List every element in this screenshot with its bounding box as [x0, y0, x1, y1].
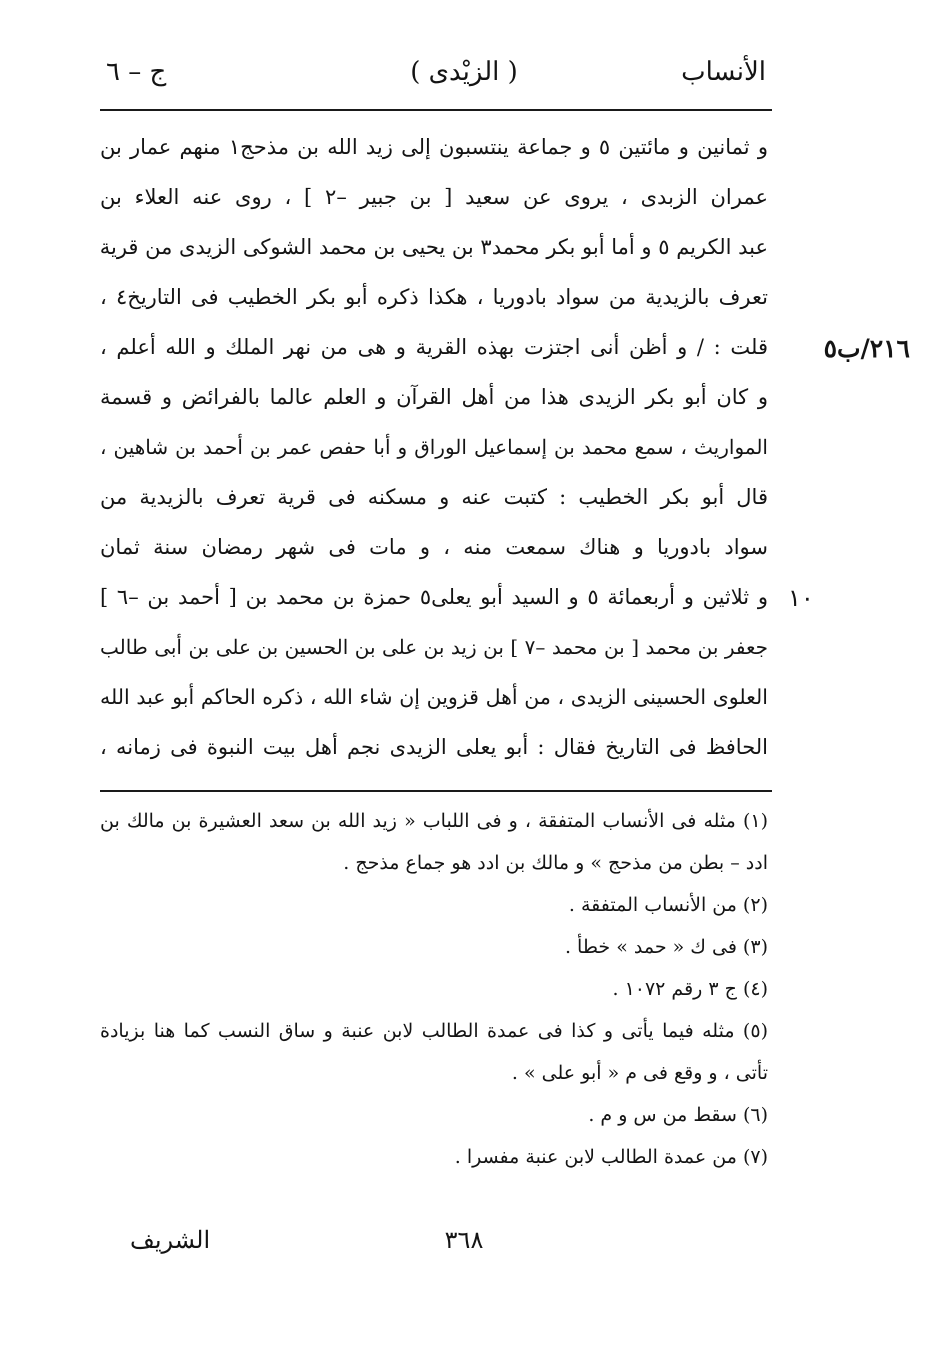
- page-number: ٣٦٨: [444, 1226, 484, 1254]
- body-line: و ثلاثين و أربعمائة ٥ و السيد أبو يعلى٥ حمزة بن محمد بن [ أحمد بن –٦ ]: [100, 585, 768, 609]
- footnote-line: تأتى ، و وقع فى م « أبو على » .: [511, 1062, 768, 1084]
- header-entry-title: ( الزيْدى ): [410, 57, 518, 87]
- body-line: عبد الكريم ٥ و أما أبو بكر محمد٣ بن يحيى بن محمد الشوكى الزيدى من قرية: [100, 235, 768, 259]
- body-line: المواريث ، سمع محمد بن إسماعيل الوراق و أبا حفص عمر بن أحمد بن شاهين ،: [100, 435, 768, 459]
- margin-line-number: ١٠: [788, 584, 814, 612]
- body-line: الحافظ فى التاريخ فقال : أبو يعلى الزيدى نجم أهل بيت النبوة فى زمانه ،: [100, 735, 768, 759]
- footnote-line: (٢) من الأنساب المتفقة .: [568, 894, 768, 916]
- body-line: عمران الزبدى ، يروى عن سعيد [ بن جبير –٢ ] ، روى عنه العلاء بن: [100, 185, 768, 209]
- footnotes-block: [100, 800, 768, 1178]
- body-line: تعرف بالزيدية من سواد بادوريا ، هكذا ذكره أبو بكر الخطيب فى التاريخ٤ ،: [100, 285, 768, 309]
- footnote-line: ادد – بطن من مذحج » و مالك بن ادد هو جماع مذحج .: [343, 852, 768, 874]
- footnote-rule: [100, 790, 772, 792]
- footnote-line: (٧) من عمدة الطالب لابن عنبة مفسرا .: [454, 1146, 768, 1168]
- body-line: و كان أبو بكر الزيدى هذا من أهل القرآن و العلم عالما بالفرائض و قسمة: [100, 385, 768, 409]
- footnote-line: (٦) سقط من س و م .: [588, 1104, 768, 1126]
- body-line: العلوى الحسينى الزيدى ، من أهل قزوين إن شاء الله ، ذكره الحاكم أبو عبد الله: [100, 685, 768, 709]
- margin-folio-reference: ٢١٦/ب٥: [823, 334, 910, 363]
- header-rule: [100, 109, 772, 111]
- body-line: و ثمانين و مائتين ٥ و جماعة ينتسبون إلى زيد الله بن مذحج١ منهم عمار بن: [100, 135, 768, 159]
- body-line: جعفر بن محمد [ بن محمد –٧ ] بن زيد بن على بن الحسين بن على بن أبى طالب: [100, 635, 768, 659]
- footnote-line: (٤) ج ٣ رقم ١٠٧٢ .: [612, 978, 768, 1000]
- body-line: قلت : / و أظن أنى اجتزت بهذه القرية و هى من نهر الملك و الله أعلم ،: [100, 335, 768, 359]
- body-line: قال أبو بكر الخطيب : كتبت عنه و مسكنه فى قرية تعرف بالزيدية من: [100, 485, 768, 509]
- catchword: الشريف: [130, 1226, 211, 1254]
- footnote-line: (٣) فى ك « حمد » خطأ .: [564, 936, 768, 958]
- main-text-block: [100, 122, 768, 772]
- header-book-title: الأنساب: [681, 57, 766, 87]
- footnote-line: (٥) مثله فيما يأتى و كذا فى عمدة الطالب لابن عنبة و ساق النسب كما هنا بزيادة: [100, 1020, 768, 1042]
- body-line: سواد بادوريا و هناك سمعت منه ، و مات فى شهر رمضان سنة ثمان: [100, 535, 768, 559]
- header-volume: ج – ٦: [106, 57, 167, 87]
- footnote-line: (١) مثله فى الأنساب المتفقة ، و فى اللباب « زيد الله بن سعد العشيرة بن مالك بن: [100, 810, 768, 832]
